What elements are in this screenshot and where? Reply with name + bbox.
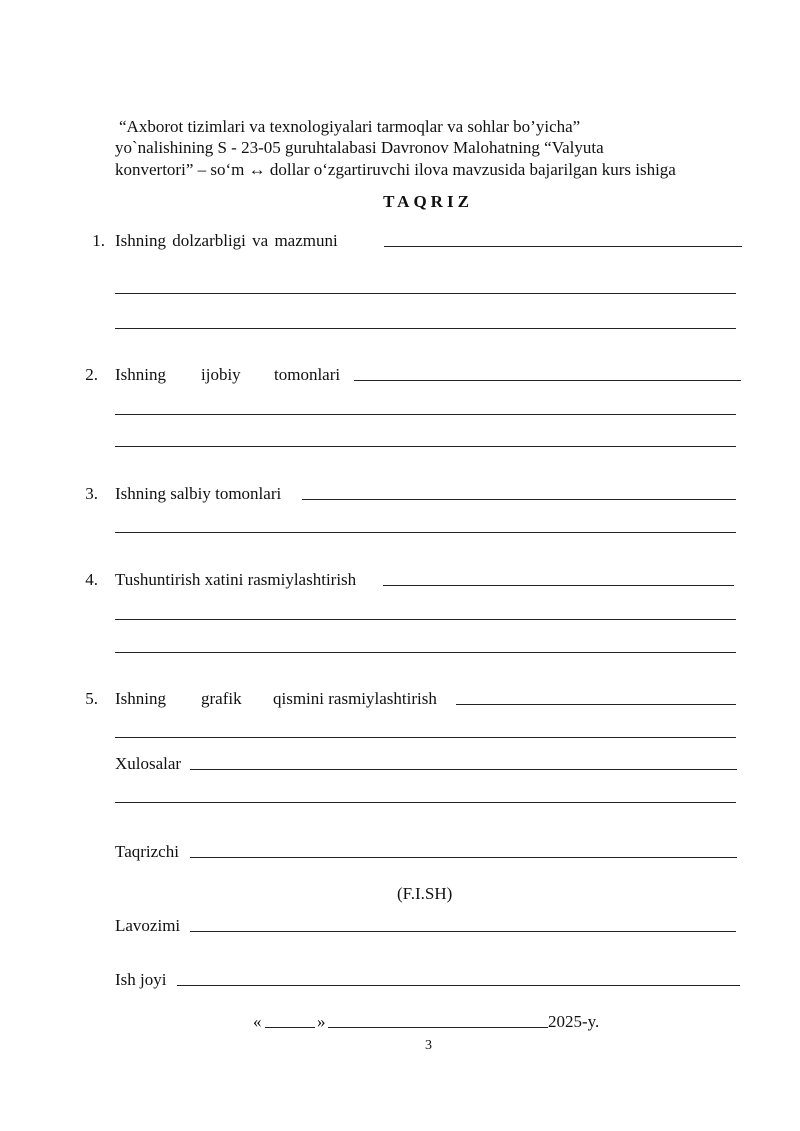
item-2-blank-line[interactable] bbox=[115, 446, 736, 447]
item-2-number: 2. bbox=[85, 365, 98, 384]
item-2-blank-inline[interactable] bbox=[354, 380, 741, 381]
item-2-blank-line[interactable] bbox=[115, 414, 736, 415]
item-1-blank-line[interactable] bbox=[115, 328, 736, 329]
header-line-3: konvertori” – so‘m ↔ dollar o‘zgartiruvchi ilova mavzusida bajarilgan kurs ishiga bbox=[115, 160, 676, 179]
workplace-field[interactable] bbox=[177, 985, 740, 986]
item-1-blank-line[interactable] bbox=[115, 293, 736, 294]
document-title: TAQRIZ bbox=[383, 192, 473, 211]
fish-caption: (F.I.SH) bbox=[397, 884, 453, 903]
item-2-word-1: Ishning bbox=[115, 365, 166, 384]
item-5-blank-line[interactable] bbox=[115, 737, 736, 738]
item-4-label: Tushuntirish xatini rasmiylashtirish bbox=[115, 570, 357, 589]
item-1-blank-inline[interactable] bbox=[384, 246, 742, 247]
item-3-blank-line[interactable] bbox=[115, 532, 736, 533]
position-label: Lavozimi bbox=[115, 916, 181, 935]
date-day-field[interactable] bbox=[265, 1027, 315, 1028]
item-2-word-2: ijobiy bbox=[201, 365, 241, 384]
reviewer-name-field[interactable] bbox=[190, 857, 737, 858]
item-2-word-3: tomonlari bbox=[274, 365, 341, 384]
item-4-blank-line[interactable] bbox=[115, 619, 736, 620]
date-year: 2025-y. bbox=[548, 1012, 600, 1031]
conclusions-label: Xulosalar bbox=[115, 754, 182, 773]
item-5-word-2: grafik bbox=[201, 689, 242, 708]
conclusions-blank-line[interactable] bbox=[115, 802, 736, 803]
item-3-blank-inline[interactable] bbox=[302, 499, 736, 500]
item-4-blank-line[interactable] bbox=[115, 652, 736, 653]
position-field[interactable] bbox=[190, 931, 736, 932]
date-month-field[interactable] bbox=[328, 1027, 548, 1028]
item-1-label: Ishning dolzarbligi va mazmuni bbox=[115, 231, 338, 250]
workplace-label: Ish joyi bbox=[115, 970, 167, 989]
header-line-2: yo`nalishining S - 23-05 guruhtalabasi Davronov Malohatning “Valyuta bbox=[115, 138, 604, 157]
date-close-quote: » bbox=[317, 1012, 326, 1031]
conclusions-blank-inline[interactable] bbox=[190, 769, 737, 770]
item-5-word-3: qismini rasmiylashtirish bbox=[273, 689, 437, 708]
item-3-label: Ishning salbiy tomonlari bbox=[115, 484, 282, 503]
item-4-blank-inline[interactable] bbox=[383, 585, 734, 586]
item-3-number: 3. bbox=[85, 484, 98, 503]
date-open-quote: « bbox=[253, 1012, 262, 1031]
item-5-number: 5. bbox=[85, 689, 98, 708]
reviewer-label: Taqrizchi bbox=[115, 842, 179, 861]
item-4-number: 4. bbox=[85, 570, 98, 589]
page-number: 3 bbox=[425, 1038, 432, 1053]
item-5-word-1: Ishning bbox=[115, 689, 166, 708]
header-line-1: “Axborot tizimlari va texnologiyalari tarmoqlar va sohlar bo’yicha” bbox=[119, 117, 581, 136]
item-1-number: 1. bbox=[92, 231, 105, 250]
item-5-blank-inline[interactable] bbox=[456, 704, 736, 705]
